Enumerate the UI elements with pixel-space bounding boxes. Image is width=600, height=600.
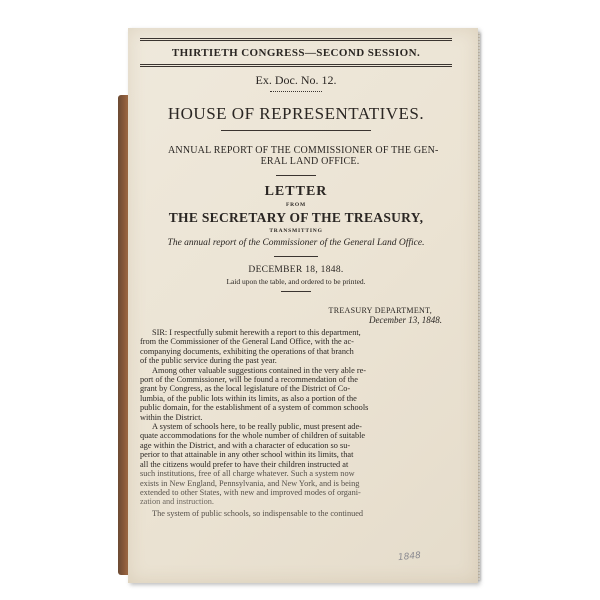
body-line: exists in New England, Pennsylvania, and New York, and is being [140, 478, 360, 488]
doc-number: Ex. Doc. No. 12. [255, 73, 337, 87]
house-rule [221, 130, 371, 131]
congress-session: THIRTIETH CONGRESS—SECOND SESSION. [171, 47, 421, 59]
date-rule [281, 291, 311, 292]
letter-heading: LETTER [264, 184, 328, 199]
from-word: FROM [285, 202, 306, 208]
treasury-department: TREASURY DEPARTMENT, [328, 306, 432, 315]
body-line: all the citizens would prefer to have their children instructed at [140, 459, 349, 469]
transmitting-word: TRANSMITTING [269, 228, 323, 234]
house-title: HOUSE OF REPRESENTATIVES. [167, 104, 425, 123]
report-title-line1: ANNUAL REPORT OF THE COMMISSIONER OF THE GEN- [168, 145, 439, 156]
body-line: age within the District, and with a character of education so su- [140, 440, 351, 450]
body-line: zation and instruction. [140, 497, 214, 507]
report-title-line2: ERAL LAND OFFICE. [260, 156, 360, 167]
body-line: such institutions, free of all charge whatever. Such a system now [140, 469, 355, 479]
body-line: companying documents, exhibiting the operations of that branch [140, 346, 354, 356]
report-title [140, 145, 452, 167]
body-line: within the District. [140, 412, 203, 422]
laid-date: DECEMBER 18, 1848. [248, 265, 344, 275]
secretary-title: THE SECRETARY OF THE TREASURY, [168, 210, 424, 225]
pencil-annotation: 1848 [397, 550, 422, 564]
laid-note: Laid upon the table, and ordered to be printed. [226, 277, 366, 286]
body-line: port of the Commissioner, will be found a recommendation of the [140, 375, 358, 385]
body-line: quate accommodations for the whole number of children of suitable [140, 431, 366, 441]
body-line: from the Commissioner of the General Land Office, with the ac- [140, 337, 354, 347]
subject-rule [274, 256, 318, 257]
body-line: The system of public schools, so indispensable to the continued [152, 508, 364, 518]
document-content [140, 38, 452, 518]
letter-subject: The annual report of the Commissioner of the General Land Office. [167, 238, 425, 248]
report-rule [276, 175, 316, 176]
body-line: of the public service during the past year. [140, 356, 277, 366]
letter-date: December 13, 1848. [369, 315, 442, 325]
body-line: extended to other States, with new and improved modes of organi- [140, 487, 361, 497]
body-line: A system of schools here, to be really public, must present ade- [152, 422, 362, 432]
body-line: Among other valuable suggestions contained in the very able re- [152, 365, 367, 375]
doc-rule [270, 91, 322, 92]
body-line: public domain, for the establishment of a system of common schools [140, 403, 369, 413]
body-line: perior to that attainable in any other school within its limits, that [140, 450, 354, 460]
body-line: lumbia, of the public lots within its limits, as also a portion of the [140, 393, 357, 403]
letter-body [140, 328, 452, 518]
congress-rule [140, 64, 452, 67]
body-line: grant by Congress, as the local legislature of the District of Co- [140, 384, 351, 394]
body-line: SIR: I respectfully submit herewith a report to this department, [152, 328, 361, 337]
